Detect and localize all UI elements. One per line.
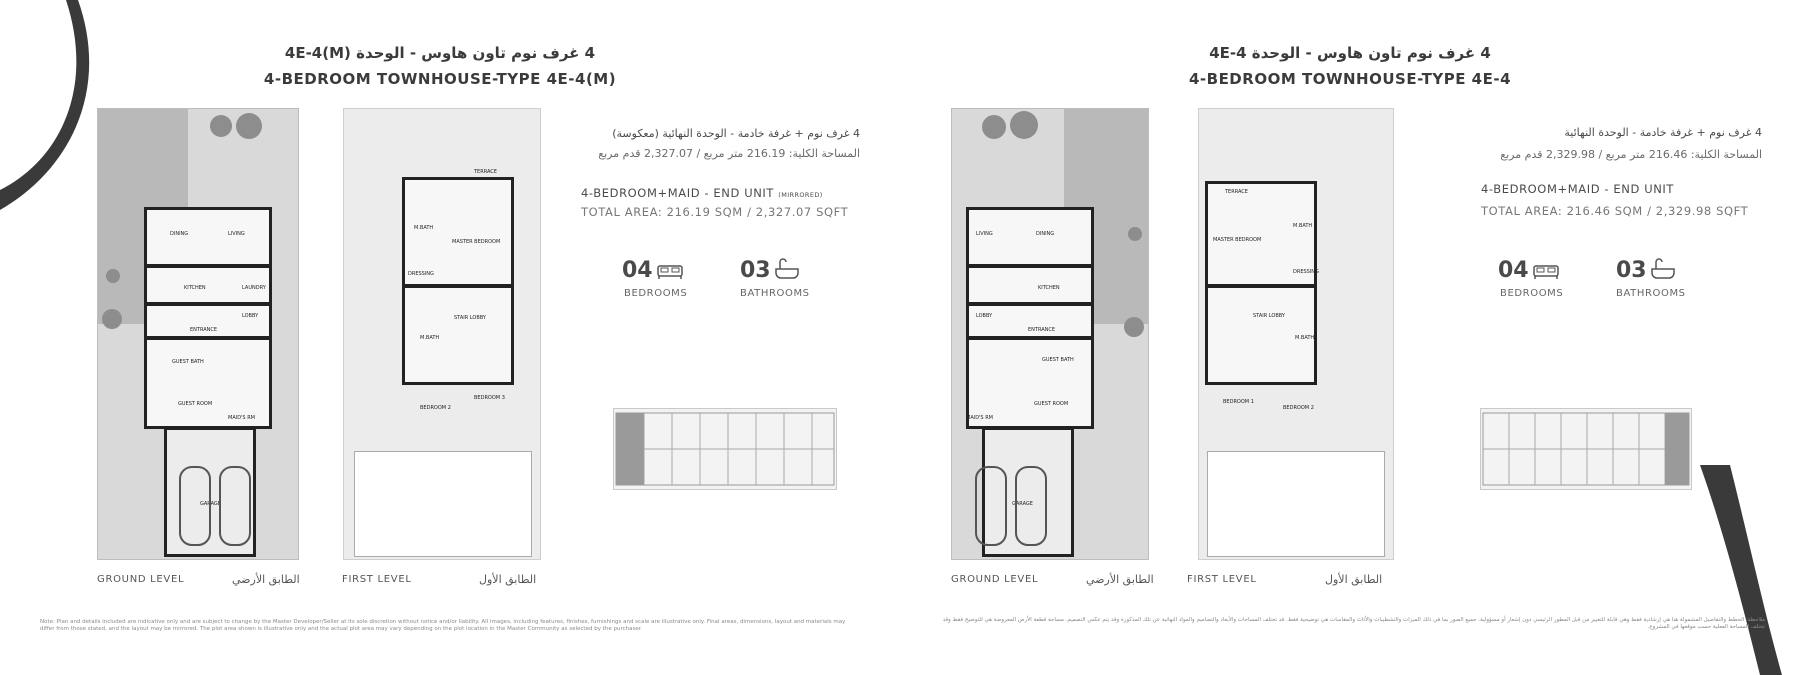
room-label: DRESSING	[1293, 269, 1319, 275]
left-area-ar: المساحة الكلية: 216.19 متر مربع / 2,327.07 قدم مربع	[598, 147, 860, 160]
room-label: M.BATH	[414, 225, 434, 231]
left-bedrooms-label: BEDROOMS	[624, 288, 688, 299]
room-label: M.BATH	[1293, 223, 1313, 229]
room-label: KITCHEN	[184, 285, 206, 291]
room-label: DRESSING	[408, 271, 434, 277]
right-bathrooms-count: 03	[1616, 258, 1647, 283]
left-bathrooms-count: 03	[740, 258, 771, 283]
left-bedrooms-count: 04	[622, 258, 653, 283]
right-first-floor-plan	[1198, 108, 1394, 560]
room-label: ENTRANCE	[1028, 327, 1056, 333]
room-label: MAID'S RM	[228, 415, 255, 421]
room-label: DINING	[170, 231, 189, 237]
room-label: DINING	[1036, 231, 1055, 237]
left-disclaimer: Note: Plan and details included are indicative only and are subject to change by the Master Developer/Seller at its sole discretion without notice and/or liability. All images, including features, finishes, furnishings and scale are illustrative only. Final areas, dimensions, layout and materials may differ from those stated, and the layout may be mirrored. The plot area shown is illustrative only and the actual plot area may vary depending on the plot location in the Master Community as selected by the purchaser.	[40, 619, 846, 632]
right-first-level-label: FIRST LEVEL	[1187, 574, 1257, 585]
room-label: MAID'S RM	[966, 415, 993, 421]
car-icon	[176, 461, 256, 551]
right-subtitle-ar: 4 غرف نوم + غرفة خادمة - الوحدة النهائية	[1564, 126, 1762, 139]
right-bathrooms-label: BATHROOMS	[1616, 288, 1686, 299]
room-label: BEDROOM 3	[474, 395, 505, 401]
room-label: BEDROOM 1	[1223, 399, 1254, 405]
room-label: LIVING	[228, 231, 245, 237]
room-label: TERRACE	[474, 169, 497, 175]
left-subtitle-ar: 4 غرف نوم + غرفة خادمة - الوحدة النهائية (معكوسة)	[612, 127, 860, 140]
room-label: MASTER BEDROOM	[452, 239, 501, 245]
right-disclaimer-ar: ملاحظة: الخطط والتفاصيل المشمولة هنا هي إرشادية فقط وهي قابلة للتغيير من قبل المطور الرئيسي دون إشعار أو مسؤولية. جميع الصور بما في ذلك الميزات والتشطيبات والأثاث والمقاسات هي توضيحية فقط. قد تختلف المساحات والأبعاد والتصاميم والمواد النهائية عن تلك المذكورة وقد يتم عكس التصميم. مساحة قطعة الأرض المعروضة هي للتوضيح فقط وقد تختلف المساحة الفعلية حسب موقعها في المشروع.	[942, 617, 1765, 630]
right-title-en: 4-BEDROOM TOWNHOUSE-TYPE 4E-4	[1188, 70, 1512, 88]
room-label: LOBBY	[976, 313, 993, 319]
room-label: GUEST BATH	[1042, 357, 1074, 363]
right-subtitle-en: 4-BEDROOM+MAID - END UNIT	[1481, 182, 1675, 196]
room-label: M.BATH	[420, 335, 440, 341]
left-title-ar: 4 غرف نوم تاون هاوس - الوحدة 4E-4(M)	[284, 44, 596, 62]
right-bedrooms-count: 04	[1498, 258, 1529, 283]
room-label: GUEST ROOM	[1034, 401, 1069, 407]
room-label: LOBBY	[242, 313, 259, 319]
left-first-level-label-ar: الطابق الأول	[479, 573, 537, 586]
left-site-plan	[613, 408, 837, 490]
room-label: KITCHEN	[1038, 285, 1060, 291]
room-label: GARAGE	[1012, 501, 1033, 507]
right-site-plan	[1480, 408, 1692, 490]
room-label: BEDROOM 2	[1283, 405, 1314, 411]
room-label: GARAGE	[200, 501, 221, 507]
left-first-level-label: FIRST LEVEL	[342, 574, 412, 585]
right-ground-floor-plan	[951, 108, 1149, 560]
room-label: ENTRANCE	[190, 327, 218, 333]
room-label: LAUNDRY	[242, 285, 266, 291]
right-area-en: TOTAL AREA: 216.46 SQM / 2,329.98 SQFT	[1481, 204, 1749, 218]
right-area-ar: المساحة الكلية: 216.46 متر مربع / 2,329.98 قدم مربع	[1500, 148, 1762, 161]
room-label: TERRACE	[1225, 189, 1248, 195]
left-ground-floor-plan	[97, 108, 299, 560]
room-label: MASTER BEDROOM	[1213, 237, 1262, 243]
bed-icon	[1532, 262, 1560, 280]
bathtub-icon	[774, 258, 800, 280]
right-title-ar: 4 غرف نوم تاون هاوس - الوحدة 4E-4	[1209, 44, 1491, 62]
left-bathrooms-label: BATHROOMS	[740, 288, 810, 299]
right-ground-level-label-ar: الطابق الأرضي	[1086, 573, 1154, 586]
room-label: STAIR LOBBY	[454, 315, 486, 321]
car-icon	[972, 461, 1052, 551]
room-label: BEDROOM 2	[420, 405, 451, 411]
decorative-arc-bottom-right	[1690, 465, 1800, 675]
left-ground-level-label: GROUND LEVEL	[97, 574, 185, 585]
right-ground-level-label: GROUND LEVEL	[951, 574, 1039, 585]
room-label: STAIR LOBBY	[1253, 313, 1285, 319]
left-first-floor-plan	[343, 108, 541, 560]
room-label: GUEST ROOM	[178, 401, 213, 407]
left-area-en: TOTAL AREA: 216.19 SQM / 2,327.07 SQFT	[581, 205, 849, 219]
left-ground-level-label-ar: الطابق الأرضي	[232, 573, 300, 586]
room-label: LIVING	[976, 231, 993, 237]
room-label: M.BATH	[1295, 335, 1315, 341]
right-first-level-label-ar: الطابق الأول	[1325, 573, 1383, 586]
right-bedrooms-label: BEDROOMS	[1500, 288, 1564, 299]
bed-icon	[656, 262, 684, 280]
bathtub-icon	[1650, 258, 1676, 280]
left-subtitle-en: 4-BEDROOM+MAID - END UNIT (MIRRORED)	[581, 186, 823, 200]
room-label: GUEST BATH	[172, 359, 204, 365]
left-title-en: 4-BEDROOM TOWNHOUSE-TYPE 4E-4(M)	[263, 70, 617, 88]
